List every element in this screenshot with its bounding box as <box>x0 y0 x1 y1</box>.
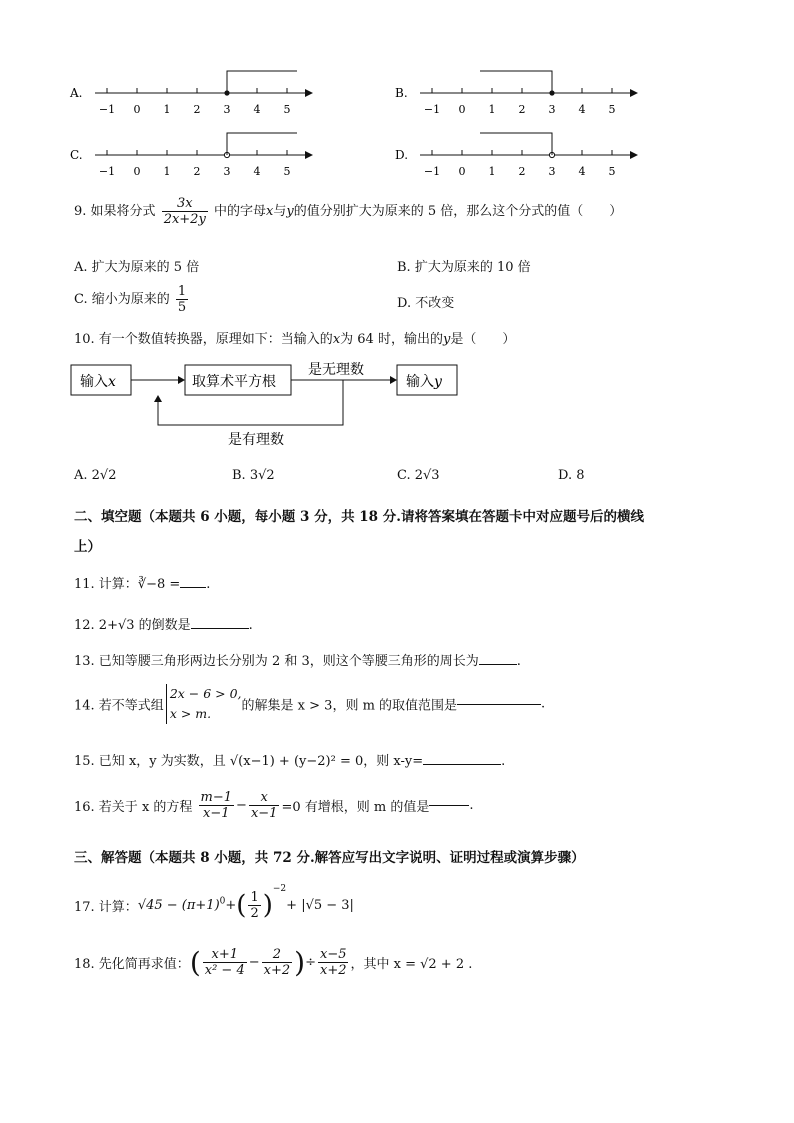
q10-option-d: D. 8 <box>558 468 585 483</box>
tick-label: 3 <box>548 165 556 178</box>
tick-label: 5 <box>608 103 616 116</box>
question-11: 11. 计算：∛−8 = . <box>74 577 211 592</box>
tick-label: 0 <box>458 103 466 116</box>
tick-label: 4 <box>578 165 586 178</box>
question-10: 10. 有一个数值转换器，原理如下：当输入的x为 64 时，输出的y是（ ） <box>74 332 516 347</box>
tick-label: 3 <box>223 165 231 178</box>
svg-text:输入y: 输入y <box>406 374 442 390</box>
tick-label: 4 <box>578 103 586 116</box>
answer-blank <box>191 628 249 629</box>
answer-blank <box>423 764 501 765</box>
q9-option-b: B. 扩大为原来的 10 倍 <box>397 260 531 275</box>
option-label: B. <box>395 86 408 100</box>
tick-label: 2 <box>193 103 201 116</box>
question-17: 17. 计算：$√45 - (\pi+1)^0+$( $\frac{1}{2}$ )$^{-2}$+ |√5 − 3| <box>74 884 354 921</box>
tick-label: 5 <box>608 165 616 178</box>
number-line-a <box>60 60 340 120</box>
tick-label: 1 <box>163 103 171 116</box>
svg-text:是有理数: 是有理数 <box>228 432 284 448</box>
tick-label: −1 <box>98 103 116 116</box>
section-3-heading: 三、解答题（本题共 8 小题，共 72 分.解答应写出文字说明、证明过程或演算步骤） <box>74 850 585 866</box>
q10-option-a: A. 2√2 <box>74 468 117 483</box>
tick-label: 3 <box>548 103 556 116</box>
question-14: 14. 若不等式组 2x − 6 > 0, x > m. 的解集是 x > 3，则 m 的取值范围是 . <box>74 684 545 724</box>
question-16: 16. 若关于 x 的方程 $\frac{m-1}{x-1}$ − $\frac{x}{x-1}$ =0 有增根，则 m 的值是 . <box>74 790 474 821</box>
answer-blank <box>429 805 469 806</box>
section-2-heading-cont: 上） <box>74 539 101 555</box>
tick-label: 2 <box>518 103 526 116</box>
question-13: 13. 已知等腰三角形两边长分别为 2 和 3，则这个等腰三角形的周长为 . <box>74 654 521 669</box>
tick-label: −1 <box>423 103 441 116</box>
tick-label: 1 <box>163 165 171 178</box>
tick-label: 2 <box>518 165 526 178</box>
tick-label: 4 <box>253 165 261 178</box>
tick-label: −1 <box>423 165 441 178</box>
tick-label: 4 <box>253 103 261 116</box>
question-9: 9. 如果将分式 $\frac{3x}{2x+2y}$ 中的字母x与y的值分别扩大为原来的 5 倍，那么这个分式的值（ ） <box>74 196 623 227</box>
inequality-system: 2x − 6 > 0, x > m. <box>166 684 242 724</box>
tick-label: 1 <box>488 103 496 116</box>
q9-option-d: D. 不改变 <box>397 296 455 311</box>
tick-label: 5 <box>283 103 291 116</box>
svg-text:取算术平方根: 取算术平方根 <box>192 374 276 390</box>
number-line-b <box>385 60 665 120</box>
svg-text:输入x: 输入x <box>80 374 116 390</box>
number-line-d <box>385 122 665 182</box>
svg-text:是无理数: 是无理数 <box>308 362 364 378</box>
answer-blank <box>457 704 541 705</box>
answer-blank <box>180 587 206 588</box>
tick-label: 2 <box>193 165 201 178</box>
question-15: 15. 已知 x，y 为实数，且 √(x−1) + (y−2)² = 0，则 x-y= . <box>74 754 506 769</box>
tick-label: 0 <box>458 165 466 178</box>
option-label: D. <box>395 148 409 162</box>
tick-label: 0 <box>133 165 141 178</box>
tick-label: 1 <box>488 165 496 178</box>
answer-blank <box>479 664 517 665</box>
tick-label: −1 <box>98 165 116 178</box>
option-label: A. <box>70 86 83 100</box>
q10-option-b: B. 3√2 <box>232 468 275 483</box>
number-line-c <box>60 122 340 182</box>
section-2-heading: 二、填空题（本题共 6 小题，每小题 3 分，共 18 分.请将答案填在答题卡中对应题号后的横线 <box>74 509 644 525</box>
tick-label: 3 <box>223 103 231 116</box>
tick-label: 0 <box>133 103 141 116</box>
q10-option-c: C. 2√3 <box>397 468 440 483</box>
question-18: 18. 先化简再求值：( $\frac{x+1}{\text{x² − 4}}$ − $\frac{2}{x+2}$ )÷ $\frac{x-5}{x+2}$ ，其中 x = √2 + 2 . <box>74 946 473 979</box>
converter-flowchart <box>70 355 470 455</box>
q9-option-c: C. 缩小为原来的 $\frac{1}{5}$ <box>74 284 187 315</box>
tick-label: 5 <box>283 165 291 178</box>
question-12: 12. 2+√3 的倒数是 . <box>74 618 253 633</box>
q9-option-a: A. 扩大为原来的 5 倍 <box>74 260 200 275</box>
fraction: $\frac{3x}{2x+2y}$ <box>163 196 206 227</box>
option-label: C. <box>70 148 83 162</box>
